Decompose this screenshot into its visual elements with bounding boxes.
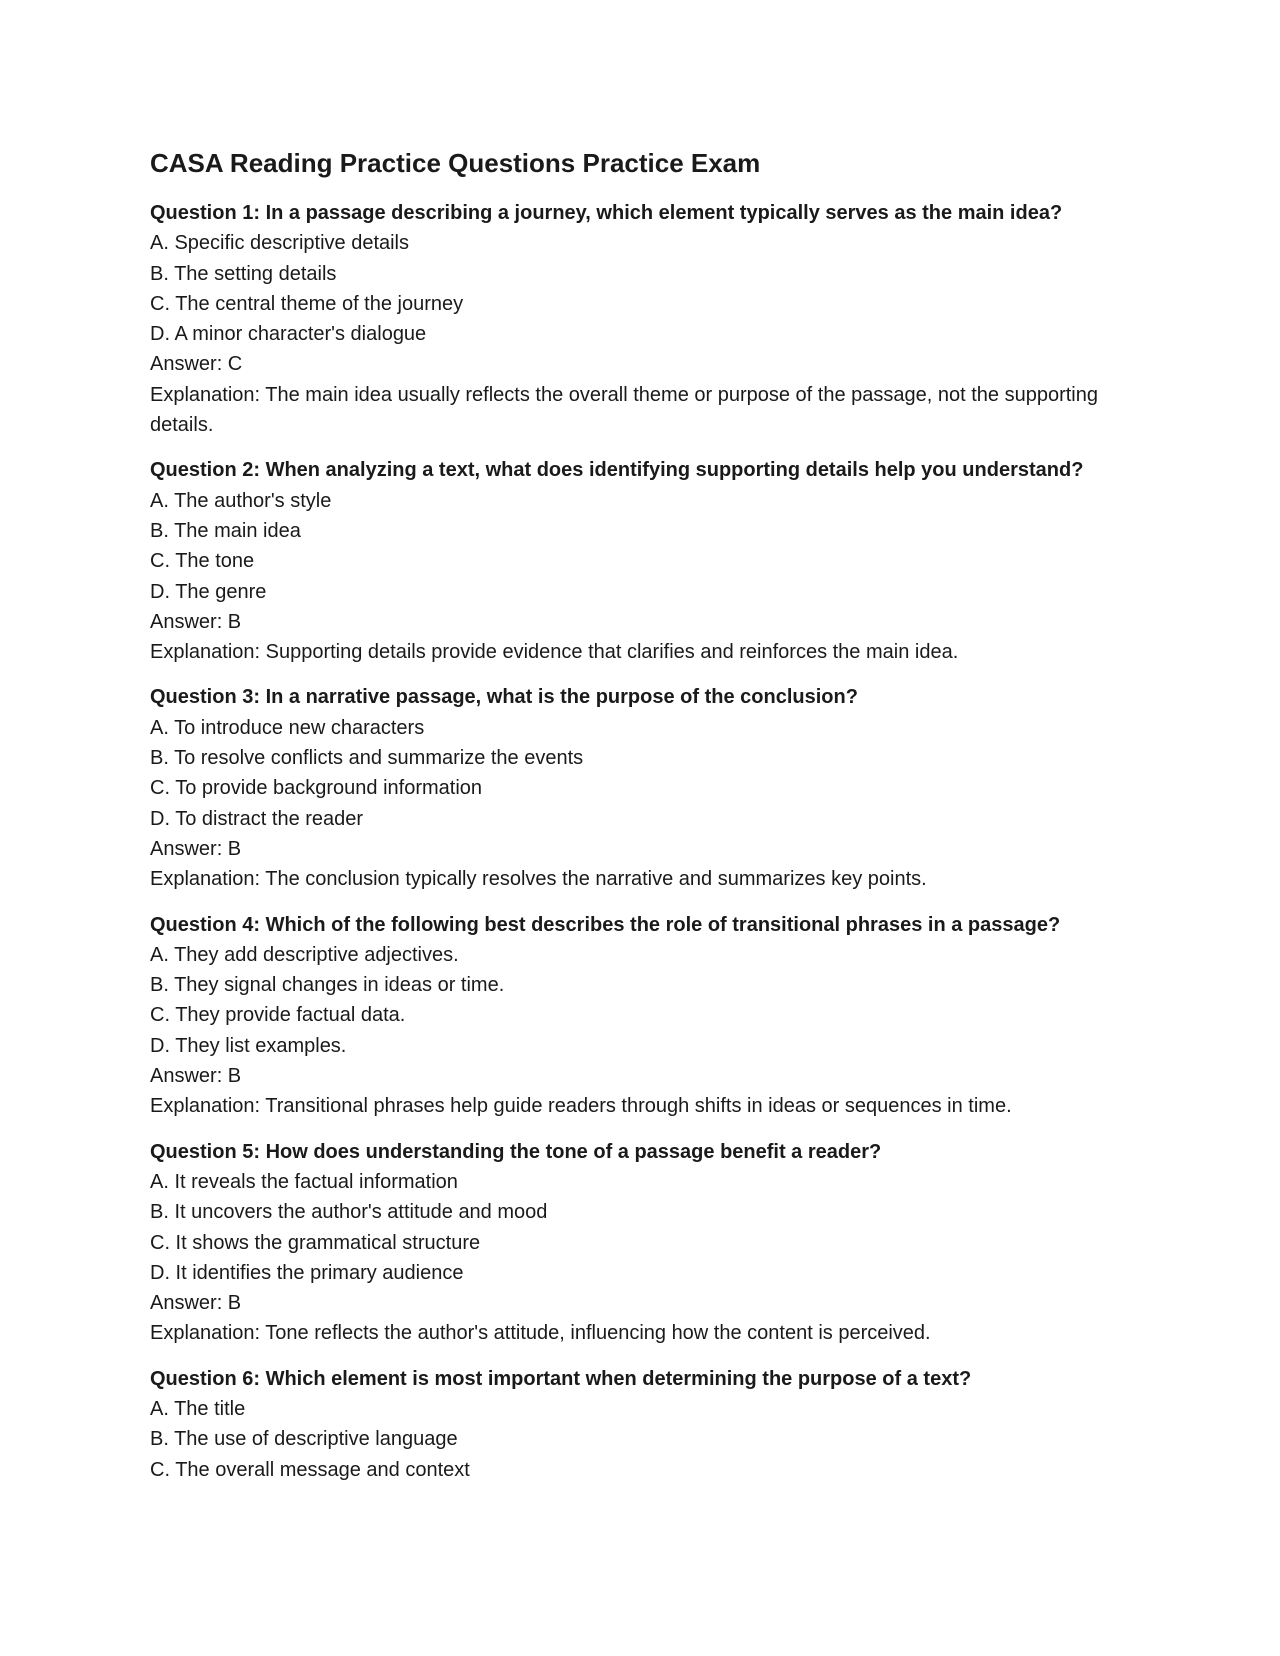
- option-b: B. They signal changes in ideas or time.: [150, 974, 505, 997]
- option-b: B. The main idea: [150, 519, 301, 542]
- option-c: C. To provide background information: [150, 777, 483, 800]
- explanation-line: Explanation: Supporting details provide evidence that clarifies and reinforces the main idea.: [150, 641, 959, 664]
- option-a: A. The title: [150, 1397, 246, 1420]
- option-c: C. The overall message and context: [150, 1458, 470, 1481]
- explanation-line: Explanation: The main idea usually reflects the overall theme or purpose of the passage, not the supporting details.: [150, 383, 1098, 437]
- option-b: B. The setting details: [150, 262, 337, 285]
- document-title: CASA Reading Practice Questions Practice Exam: [150, 148, 761, 178]
- question-text: Question 3: In a narrative passage, what is the purpose of the conclusion?: [150, 686, 858, 709]
- option-a: A. It reveals the factual information: [150, 1170, 458, 1193]
- question-text: Question 2: When analyzing a text, what does identifying supporting details help you understand?: [150, 459, 1084, 482]
- option-c: C. The tone: [150, 550, 255, 573]
- answer-line: Answer: B: [150, 837, 242, 860]
- explanation-line: Explanation: Transitional phrases help guide readers through shifts in ideas or sequences in time.: [150, 1095, 1012, 1118]
- option-a: A. They add descriptive adjectives.: [150, 943, 459, 966]
- answer-line: Answer: C: [150, 353, 243, 376]
- question-block-3: [150, 682, 1150, 894]
- option-c: C. They provide factual data.: [150, 1004, 406, 1027]
- option-d: D. It identifies the primary audience: [150, 1261, 464, 1284]
- option-b: B. To resolve conflicts and summarize the events: [150, 747, 584, 770]
- question-text: Question 6: Which element is most important when determining the purpose of a text?: [150, 1367, 972, 1390]
- option-d: D. A minor character's dialogue: [150, 323, 427, 346]
- option-b: B. It uncovers the author's attitude and mood: [150, 1201, 548, 1224]
- option-c: C. The central theme of the journey: [150, 292, 464, 315]
- question-block-6: [150, 1364, 1150, 1485]
- question-text: Question 4: Which of the following best describes the role of transitional phrases in a passage?: [150, 913, 1061, 936]
- option-a: A. To introduce new characters: [150, 716, 425, 739]
- explanation-line: Explanation: Tone reflects the author's attitude, influencing how the content is perceived.: [150, 1322, 931, 1345]
- question-block-1: [150, 198, 1150, 440]
- option-d: D. The genre: [150, 580, 267, 603]
- answer-line: Answer: B: [150, 610, 242, 633]
- document-page: [150, 146, 1150, 1500]
- option-d: D. To distract the reader: [150, 807, 364, 830]
- question-block-5: [150, 1137, 1150, 1349]
- option-a: A. Specific descriptive details: [150, 232, 410, 255]
- explanation-line: Explanation: The conclusion typically resolves the narrative and summarizes key points.: [150, 868, 927, 891]
- question-text: Question 1: In a passage describing a journey, which element typically serves as the main idea?: [150, 202, 1063, 224]
- option-c: C. It shows the grammatical structure: [150, 1231, 481, 1254]
- option-a: A. The author's style: [150, 489, 332, 512]
- question-block-4: [150, 910, 1150, 1122]
- option-d: D. They list examples.: [150, 1034, 347, 1057]
- question-text: Question 5: How does understanding the tone of a passage benefit a reader?: [150, 1140, 882, 1163]
- answer-line: Answer: B: [150, 1065, 242, 1088]
- answer-line: Answer: B: [150, 1292, 242, 1315]
- option-b: B. The use of descriptive language: [150, 1428, 458, 1451]
- question-block-2: [150, 455, 1150, 667]
